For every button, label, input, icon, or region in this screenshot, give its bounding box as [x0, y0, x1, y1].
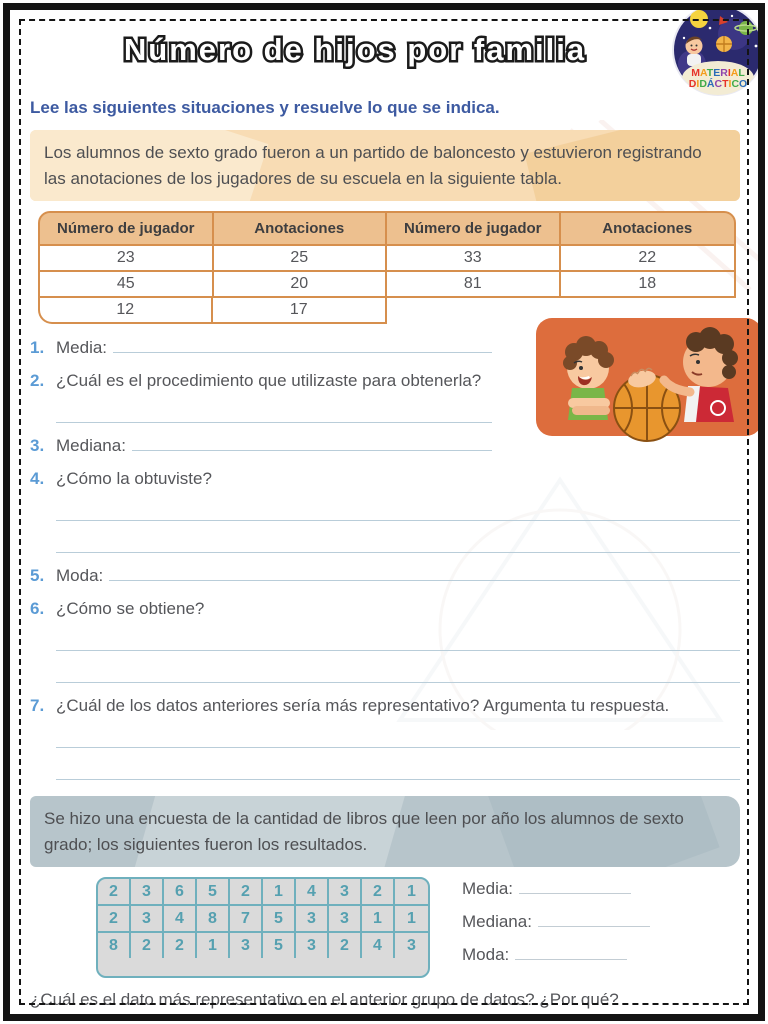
- questions-list: [30, 338, 740, 780]
- table-cell: 20: [214, 272, 388, 296]
- grid-cell: 1: [407, 882, 416, 900]
- books-statement-box: [30, 796, 740, 867]
- table-cell: 81: [387, 272, 561, 296]
- grid-cell: 4: [164, 906, 197, 931]
- box-decoration: [525, 130, 740, 201]
- answer-blank-field[interactable]: [56, 651, 740, 683]
- answer-blank-field[interactable]: [56, 521, 740, 553]
- answer-blank-field[interactable]: [56, 489, 740, 521]
- grid-cell: 2: [98, 906, 131, 931]
- logo-text-material: MATERIAL: [691, 67, 745, 79]
- books-number-grid: [96, 877, 430, 978]
- grid-cell: 1: [263, 879, 296, 904]
- logo-text-didactico: DIDÁCTICO: [688, 78, 748, 90]
- page-title: Número de hijos por familia: [123, 32, 587, 67]
- grid-cell: 4: [362, 933, 395, 958]
- basketball-statement-text: Los alumnos de sexto grado fueron a un partido de baloncesto y estuvieron registrando las anotaciones de los jugadores de su escuela en la siguiente tabla.: [44, 143, 702, 188]
- answer-blank-field[interactable]: [56, 391, 492, 423]
- question-text: ¿Cuál es el procedimiento que utilizaste para obtenerla?: [56, 371, 482, 390]
- grid-cell: 5: [263, 933, 296, 958]
- answer-blank-field[interactable]: [519, 881, 631, 894]
- grid-cell: 2: [362, 879, 395, 904]
- grid-cell: 6: [164, 879, 197, 904]
- grid-cell: 3: [296, 906, 329, 931]
- question-number: 7.: [30, 696, 45, 715]
- stat-field-row: [462, 912, 650, 945]
- box-decoration: [30, 130, 268, 201]
- stat-field-row: [462, 879, 650, 912]
- grid-cell: 2: [98, 879, 131, 904]
- answer-blank-field[interactable]: [56, 748, 740, 780]
- question-number: 2.: [30, 371, 45, 390]
- basketball-statement-box: [30, 130, 740, 201]
- table-cell: 33: [387, 246, 561, 270]
- answer-blank-field[interactable]: [132, 437, 492, 451]
- table-cell: 18: [638, 275, 657, 292]
- grid-cell: 2: [164, 933, 197, 958]
- question-number: 4.: [30, 469, 45, 488]
- grid-row: [98, 879, 428, 904]
- grid-cell: 5: [197, 879, 230, 904]
- grid-cell: 2: [230, 879, 263, 904]
- table-cell: 22: [638, 249, 657, 266]
- material-didactico-logo: [672, 4, 764, 96]
- grid-cell: 2: [131, 933, 164, 958]
- question-row: [30, 599, 740, 619]
- box-decoration: [134, 796, 406, 867]
- question-number: 3.: [30, 436, 45, 455]
- question-number: 1.: [30, 338, 45, 357]
- grid-cell: 1: [362, 906, 395, 931]
- planet-icon: [739, 21, 753, 35]
- answer-blank-field[interactable]: [113, 339, 492, 353]
- box-decoration: [480, 796, 719, 867]
- grid-cell: 5: [263, 906, 296, 931]
- question-text: Mediana:: [56, 436, 126, 455]
- table-header-cell: Anotaciones: [602, 220, 693, 237]
- question-row: [30, 371, 492, 391]
- grid-row: [98, 904, 428, 931]
- table-cell: 25: [214, 246, 388, 270]
- grid-cell: 8: [98, 933, 131, 958]
- question-text: ¿Cómo se obtiene?: [56, 599, 205, 618]
- grid-cell: 8: [197, 906, 230, 931]
- question-row: [30, 566, 740, 586]
- table-row: [38, 246, 736, 272]
- grid-cell: 4: [296, 879, 329, 904]
- grid-cell: 1: [407, 909, 416, 927]
- question-number: 5.: [30, 566, 45, 585]
- answer-blank-field[interactable]: [56, 619, 740, 651]
- books-statement-text: Se hizo una encuesta de la cantidad de libros que leen por año los alumnos de sexto grado; los siguientes fueron los resultados.: [44, 809, 684, 854]
- grid-cell: 3: [131, 906, 164, 931]
- table-header-cell: Número de jugador: [387, 213, 561, 244]
- grid-cell: 3: [230, 933, 263, 958]
- table-row-partial: [38, 298, 387, 324]
- stat-fields: [462, 877, 650, 978]
- question-number: 6.: [30, 599, 45, 618]
- question-row: [30, 436, 492, 456]
- stat-field-label: Media:: [462, 879, 514, 898]
- grid-cell: 3: [329, 879, 362, 904]
- question-text: ¿Cómo la obtuviste?: [56, 469, 212, 488]
- question-text: Moda:: [56, 566, 104, 585]
- table-cell: 17: [289, 301, 308, 318]
- answer-blank-field[interactable]: [538, 914, 650, 927]
- answer-blank-field[interactable]: [109, 567, 740, 581]
- grid-cell: 3: [131, 879, 164, 904]
- grid-cell: 3: [296, 933, 329, 958]
- question-row: [30, 696, 740, 716]
- grid-cell: 2: [329, 933, 362, 958]
- table-cell: 12: [40, 298, 213, 322]
- question-row: [30, 469, 740, 489]
- question-row: [30, 338, 492, 358]
- worksheet-instruction: Lee las siguientes situaciones y resuelve lo que se indica.: [30, 98, 500, 117]
- table-cell: 45: [40, 272, 214, 296]
- table-row: [38, 272, 736, 298]
- table-cell: 23: [40, 246, 214, 270]
- grid-cell: 7: [230, 906, 263, 931]
- question-text: Media:: [56, 338, 108, 357]
- question-text: ¿Cuál de los datos anteriores sería más representativo? Argumenta tu respuesta.: [56, 696, 670, 715]
- grid-cell: 3: [407, 936, 416, 954]
- answer-blank-field[interactable]: [56, 716, 740, 748]
- stat-field-label: Moda:: [462, 945, 510, 964]
- table-header-cell: Número de jugador: [40, 213, 214, 244]
- table-header-cell: Anotaciones: [214, 213, 388, 244]
- scores-table-header: [38, 211, 736, 246]
- answer-blank-field[interactable]: [32, 1010, 738, 1024]
- stat-field-label: Mediana:: [462, 912, 532, 931]
- grid-cell: 3: [329, 906, 362, 931]
- grid-cell: 1: [197, 933, 230, 958]
- scores-table: [38, 211, 736, 324]
- answer-blank-field[interactable]: [515, 947, 627, 960]
- grid-row: [98, 931, 428, 958]
- final-question-text: ¿Cuál es el dato más representativo en el anterior grupo de datos? ¿Por qué?: [30, 990, 619, 1009]
- stat-field-row: [462, 945, 650, 978]
